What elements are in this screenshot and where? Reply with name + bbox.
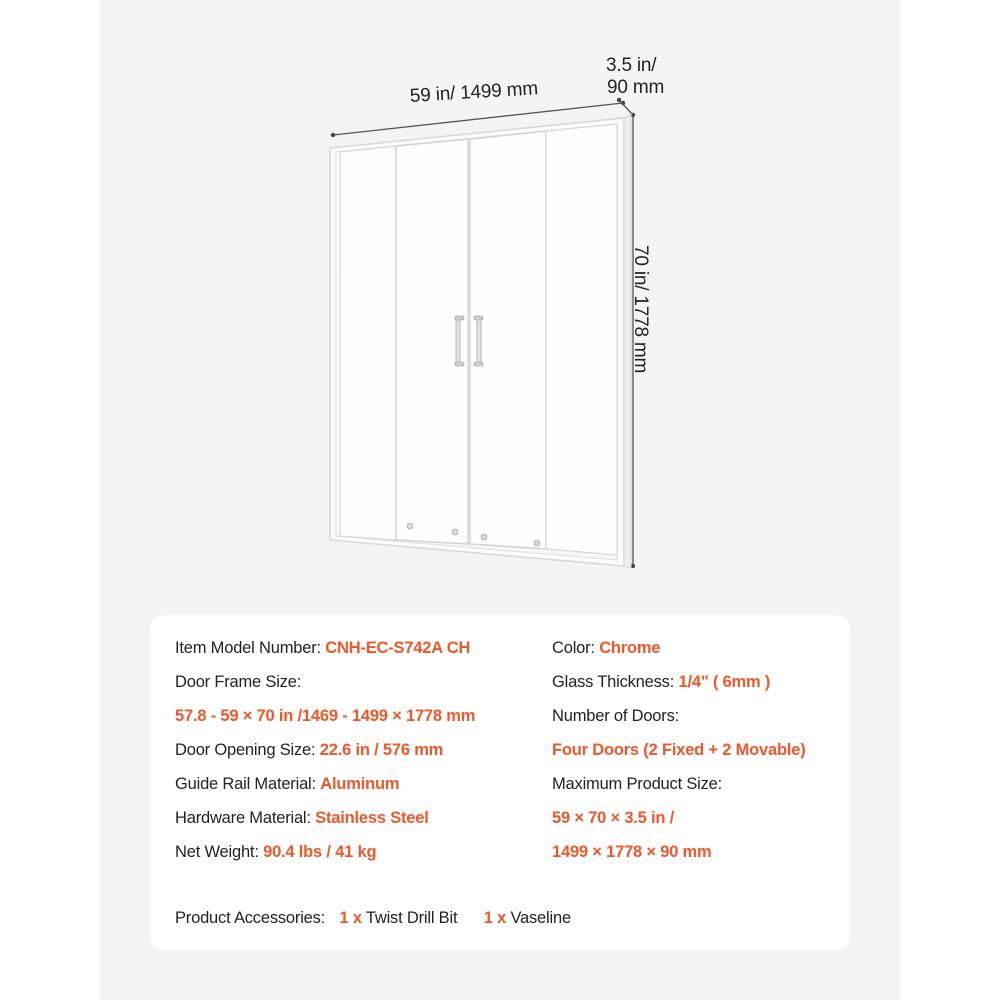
spec-glass-label: Glass Thickness: xyxy=(552,673,679,691)
spec-weight-label: Net Weight: xyxy=(175,843,264,861)
spec-frame xyxy=(175,673,301,692)
spec-model xyxy=(175,639,470,658)
spec-hardware-value: Stainless Steel xyxy=(315,809,429,827)
spec-doors xyxy=(552,707,679,726)
specifications-card xyxy=(150,615,850,950)
spec-doors-value: Four Doors (2 Fixed + 2 Movable) xyxy=(552,741,806,759)
spec-weight xyxy=(175,843,376,862)
accessory-2-qty: 1 x xyxy=(483,909,507,927)
depth-dimension-label-line1: 3.5 in/ xyxy=(606,55,657,76)
spec-glass xyxy=(552,673,770,692)
spec-doors-value-row xyxy=(552,741,806,760)
spec-doors-label: Number of Doors: xyxy=(552,707,680,725)
depth-dimension-line xyxy=(617,98,635,117)
accessory-1-qty: 1 x xyxy=(339,909,362,927)
width-dimension-label: 59 in/ 1499 mm xyxy=(409,78,539,107)
spec-maxsize-value-row1 xyxy=(552,809,674,828)
glass-panel-1 xyxy=(340,146,396,540)
spec-weight-value: 90.4 lbs / 41 kg xyxy=(263,843,377,861)
spec-hardware-label: Hardware Material: xyxy=(175,809,316,827)
glass-panel-4 xyxy=(546,124,617,555)
spec-opening xyxy=(175,741,443,760)
spec-hardware xyxy=(175,809,429,828)
accessory-1-name: Twist Drill Bit xyxy=(365,909,458,927)
spec-opening-label: Door Opening Size: xyxy=(175,741,320,759)
spec-glass-value: 1/4" ( 6mm ) xyxy=(678,673,771,691)
depth-dimension-label-line2: 90 mm xyxy=(607,77,665,98)
spec-frame-value: 57.8 - 59 × 70 in /1469 - 1499 × 1778 mm xyxy=(175,707,476,725)
spec-maxsize-label: Maximum Product Size: xyxy=(552,775,723,793)
spec-accessories xyxy=(175,909,571,928)
spec-model-label: Item Model Number: xyxy=(175,639,326,657)
spec-opening-value: 22.6 in / 576 mm xyxy=(319,741,444,759)
spec-rail-label: Guide Rail Material: xyxy=(175,775,321,793)
accessory-2-name: Vaseline xyxy=(510,909,571,927)
spec-frame-value-row xyxy=(175,707,475,726)
spec-rail-value: Aluminum xyxy=(320,775,400,793)
spec-color-value: Chrome xyxy=(599,639,661,657)
spec-rail xyxy=(175,775,399,794)
height-dimension-label: 70 in/ 1778 mm xyxy=(630,245,651,374)
spec-frame-label: Door Frame Size: xyxy=(175,673,302,691)
spec-model-value: CNH-EC-S742A CH xyxy=(325,639,471,657)
spec-accessories-label: Product Accessories: xyxy=(175,909,326,927)
spec-maxsize-value2: 1499 × 1778 × 90 mm xyxy=(552,843,712,861)
spec-maxsize-value-row2 xyxy=(552,843,712,862)
spec-maxsize-value1: 59 × 70 × 3.5 in / xyxy=(552,809,675,827)
spec-color-label: Color: xyxy=(552,639,600,657)
spec-maxsize xyxy=(552,775,722,794)
spec-color xyxy=(552,639,660,658)
